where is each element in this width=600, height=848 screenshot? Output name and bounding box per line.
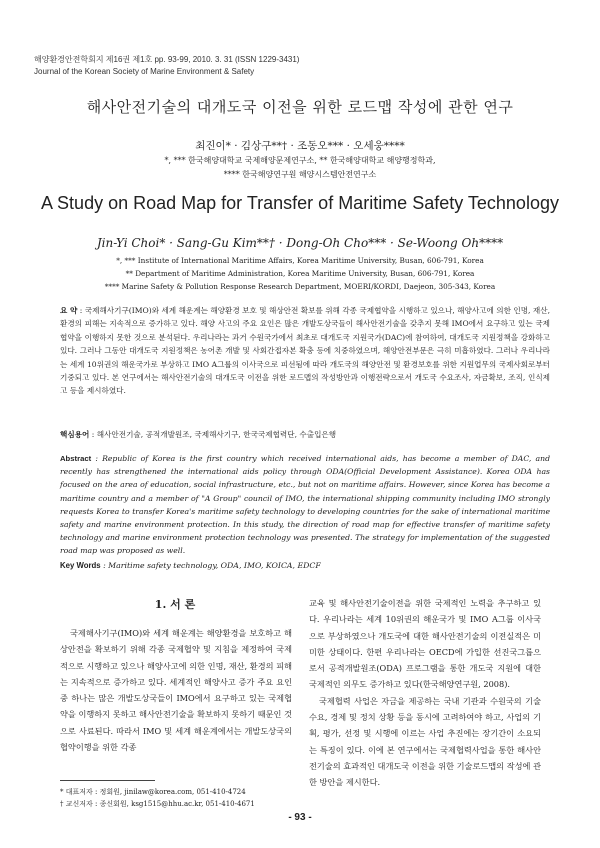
journal-name: Journal of the Korean Society of Marine Environment & Safety (34, 67, 255, 76)
footnote-contact-author: † 교신저자 : 종신회원, ksg1515@hhu.ac.kr, 051-410-4671 (60, 800, 255, 808)
korean-affiliation-1: *, *** 한국해양대학교 국제해양문제연구소, ** 한국해양대학교 해양행정학과, (164, 156, 436, 165)
korean-affiliation-2: **** 한국해양연구원 해양시스템안전연구소 (223, 170, 377, 179)
page-number: - 93 - (288, 812, 312, 823)
english-keywords (60, 561, 550, 570)
journal-citation: 해양환경안전학회지 제16권 제1호 pp. 93-99, 2010. 3. 31 (ISSN 1229-3431) (34, 55, 300, 64)
body-paragraph: 국제협력 사업은 자금을 제공하는 국내 기관과 수원국의 기술수요, 경제 및 정치 상황 등을 동시에 고려하여야 하고, 사업의 기획, 평가, 선정 및 시행에 이르는 사업 추진에는 장기간이 소요되는 특징이 있다. 이에 본 연구에서는 국제협력사업을 통한 해사안전기술의 효과적인 대개도국 이전을 위한 기술로드맵의 작성에 관한 방안을 제시한다. (309, 695, 541, 788)
korean-keywords-label: 핵심용어 (60, 430, 90, 439)
body-column-left: 국제해사기구(IMO)와 세계 해운계는 해양환경을 보호하고 해상안전을 확보하기 위해 각종 국제협약 및 지침을 제정하여 국제적으로 시행하고 있으나 해양사고에 의한 인명, 재산, 환경의 피해는 지속적으로 증가하고 있다. 세계적인 해양사고 증가 주요 요인 중 하나는 많은 개발도상국들이 IMO에서 요구하고 있는 국제협약을 이행하지 못하고 해사안전기술을 확보하지 못하기 때문인 것으로 사료된다. 따라서 IMO 및 세계 해운계에서는 개발도상국의 협약이행을 위한 각종 (60, 628, 292, 753)
korean-title: 해사안전기술의 대개도국 이전을 위한 로드맵 작성에 관한 연구 (86, 98, 514, 116)
body-paragraph: 교육 및 해사안전기술이전을 위한 국제적인 노력을 추구하고 있다. 우리나라는 세계 10위권의 해운국가 및 IMO A그룹 이사국으로 부상하였으나 개도국에 대한 해사안전기술의 이전실적은 미미한 상태이다. 한편 우리나라는 OECD에 가입한 선진국그룹으로서 공적개발원조(ODA) 프로그램을 통한 개도국 지원에 대한 국제적인 의무도 증가하고 있다(한국해양연구원, 2008). (309, 598, 541, 690)
english-abstract-text: : Republic of Korea is the first country which received international aids, has become a member of DAC, and recently has strengthened the international aids policy through ODA(Official Development Assistance). Korea ODA has focused on the area of education, social infrastructure, etc., but not on maritime affairs. However, since Korea has become a maritime country and a member of "A Group" council of IMO, the international shipping community including IMO strongly requests Korea to transfer Korea's maritime safety technology to developing countries for the sake of international maritime safety and marine environment protection. In this study, the direction of road map for effective transfer of maritime safety technology and marine environment protection technology was presented. The strategy for implementation of the suggested road map was proposed as well. (60, 454, 550, 556)
korean-authors: 최진이* · 김상구**† · 조동오*** · 오세웅**** (195, 140, 405, 152)
english-abstract-label: Abstract (60, 454, 92, 463)
english-title: A Study on Road Map for Transfer of Maritime Safety Technology (41, 193, 559, 213)
section-heading-introduction: 1. 서 론 (154, 598, 196, 611)
korean-abstract-label: 요 약 (60, 306, 78, 315)
korean-abstract (60, 304, 550, 398)
korean-abstract-text: : 국제해사기구(IMO)와 세계 해운계는 해양환경 보호 및 해상안전 확보를 위해 각종 국제협약을 시행하고 있으나, 해양사고에 의한 인명, 재산, 환경의 피해는 지속적으로 증가하고 있다. 해양 사고의 주요 요인은 많은 개발도상국들이 해사안전기술을 갖추지 못해 IMO에서 요구하고 있는 국제협약을 이행하지 못한 것으로 분석된다. 우리나라는 과거 수원국가에서 최초로 대개도국 지원국가(DAC)에 참여하여, 대개도국 지원정책을 강화하고 있다. 그러나 그동안 대개도국 지원정책은 농어촌 개발 및 사회간접자본 확충 등에 치중하였으며, 해양안전부문은 극히 미흡하였다. 그러나 우리나라는 세계 10위권의 해운국가로 부상하고 IMO A그룹의 이사국으로 피선됨에 따라 개도국의 해양안전 및 환경보호를 위한 지원업무의 국제사회로부터 기중되고 있다. 본 연구에서는 해사안전기술의 대개도국 이전을 위한 로드맵의 작성방안과 이행전략으로서 개도국 수요조사, 자금확보, 조직, 인식제고 등을 제시하였다. (60, 306, 550, 396)
korean-keywords (60, 428, 550, 441)
english-keywords-text: : Maritime safety technology, ODA, IMO, KOICA, EDCF (100, 561, 321, 570)
english-authors: Jin-Yi Choi* · Sang-Gu Kim**† · Dong-Oh Cho*** · Se-Woong Oh**** (96, 236, 504, 250)
english-affiliation-2: ** Department of Maritime Administration, Korea Maritime University, Busan, 606-791, Korea (125, 269, 475, 278)
footnote-corresponding-author: * 대표저자 : 정회원, jinilaw@korea.com, 051-410-4724 (60, 788, 246, 796)
english-affiliation-1: *, *** Institute of International Maritime Affairs, Korea Maritime University, Busan, 606-791, Korea (116, 256, 484, 265)
english-affiliation-3: **** Marine Safety & Pollution Response Research Department, MOERI/KORDI, Daejeon, 305-343, Korea (104, 282, 496, 291)
body-column-right (309, 595, 541, 791)
english-abstract (60, 452, 550, 558)
korean-keywords-text: : 해사안전기술, 공적개발원조, 국제해사기구, 한국국제협력단, 수출입은행 (89, 430, 337, 439)
english-keywords-label: Key Words (60, 561, 101, 570)
footnote-divider (60, 780, 155, 781)
